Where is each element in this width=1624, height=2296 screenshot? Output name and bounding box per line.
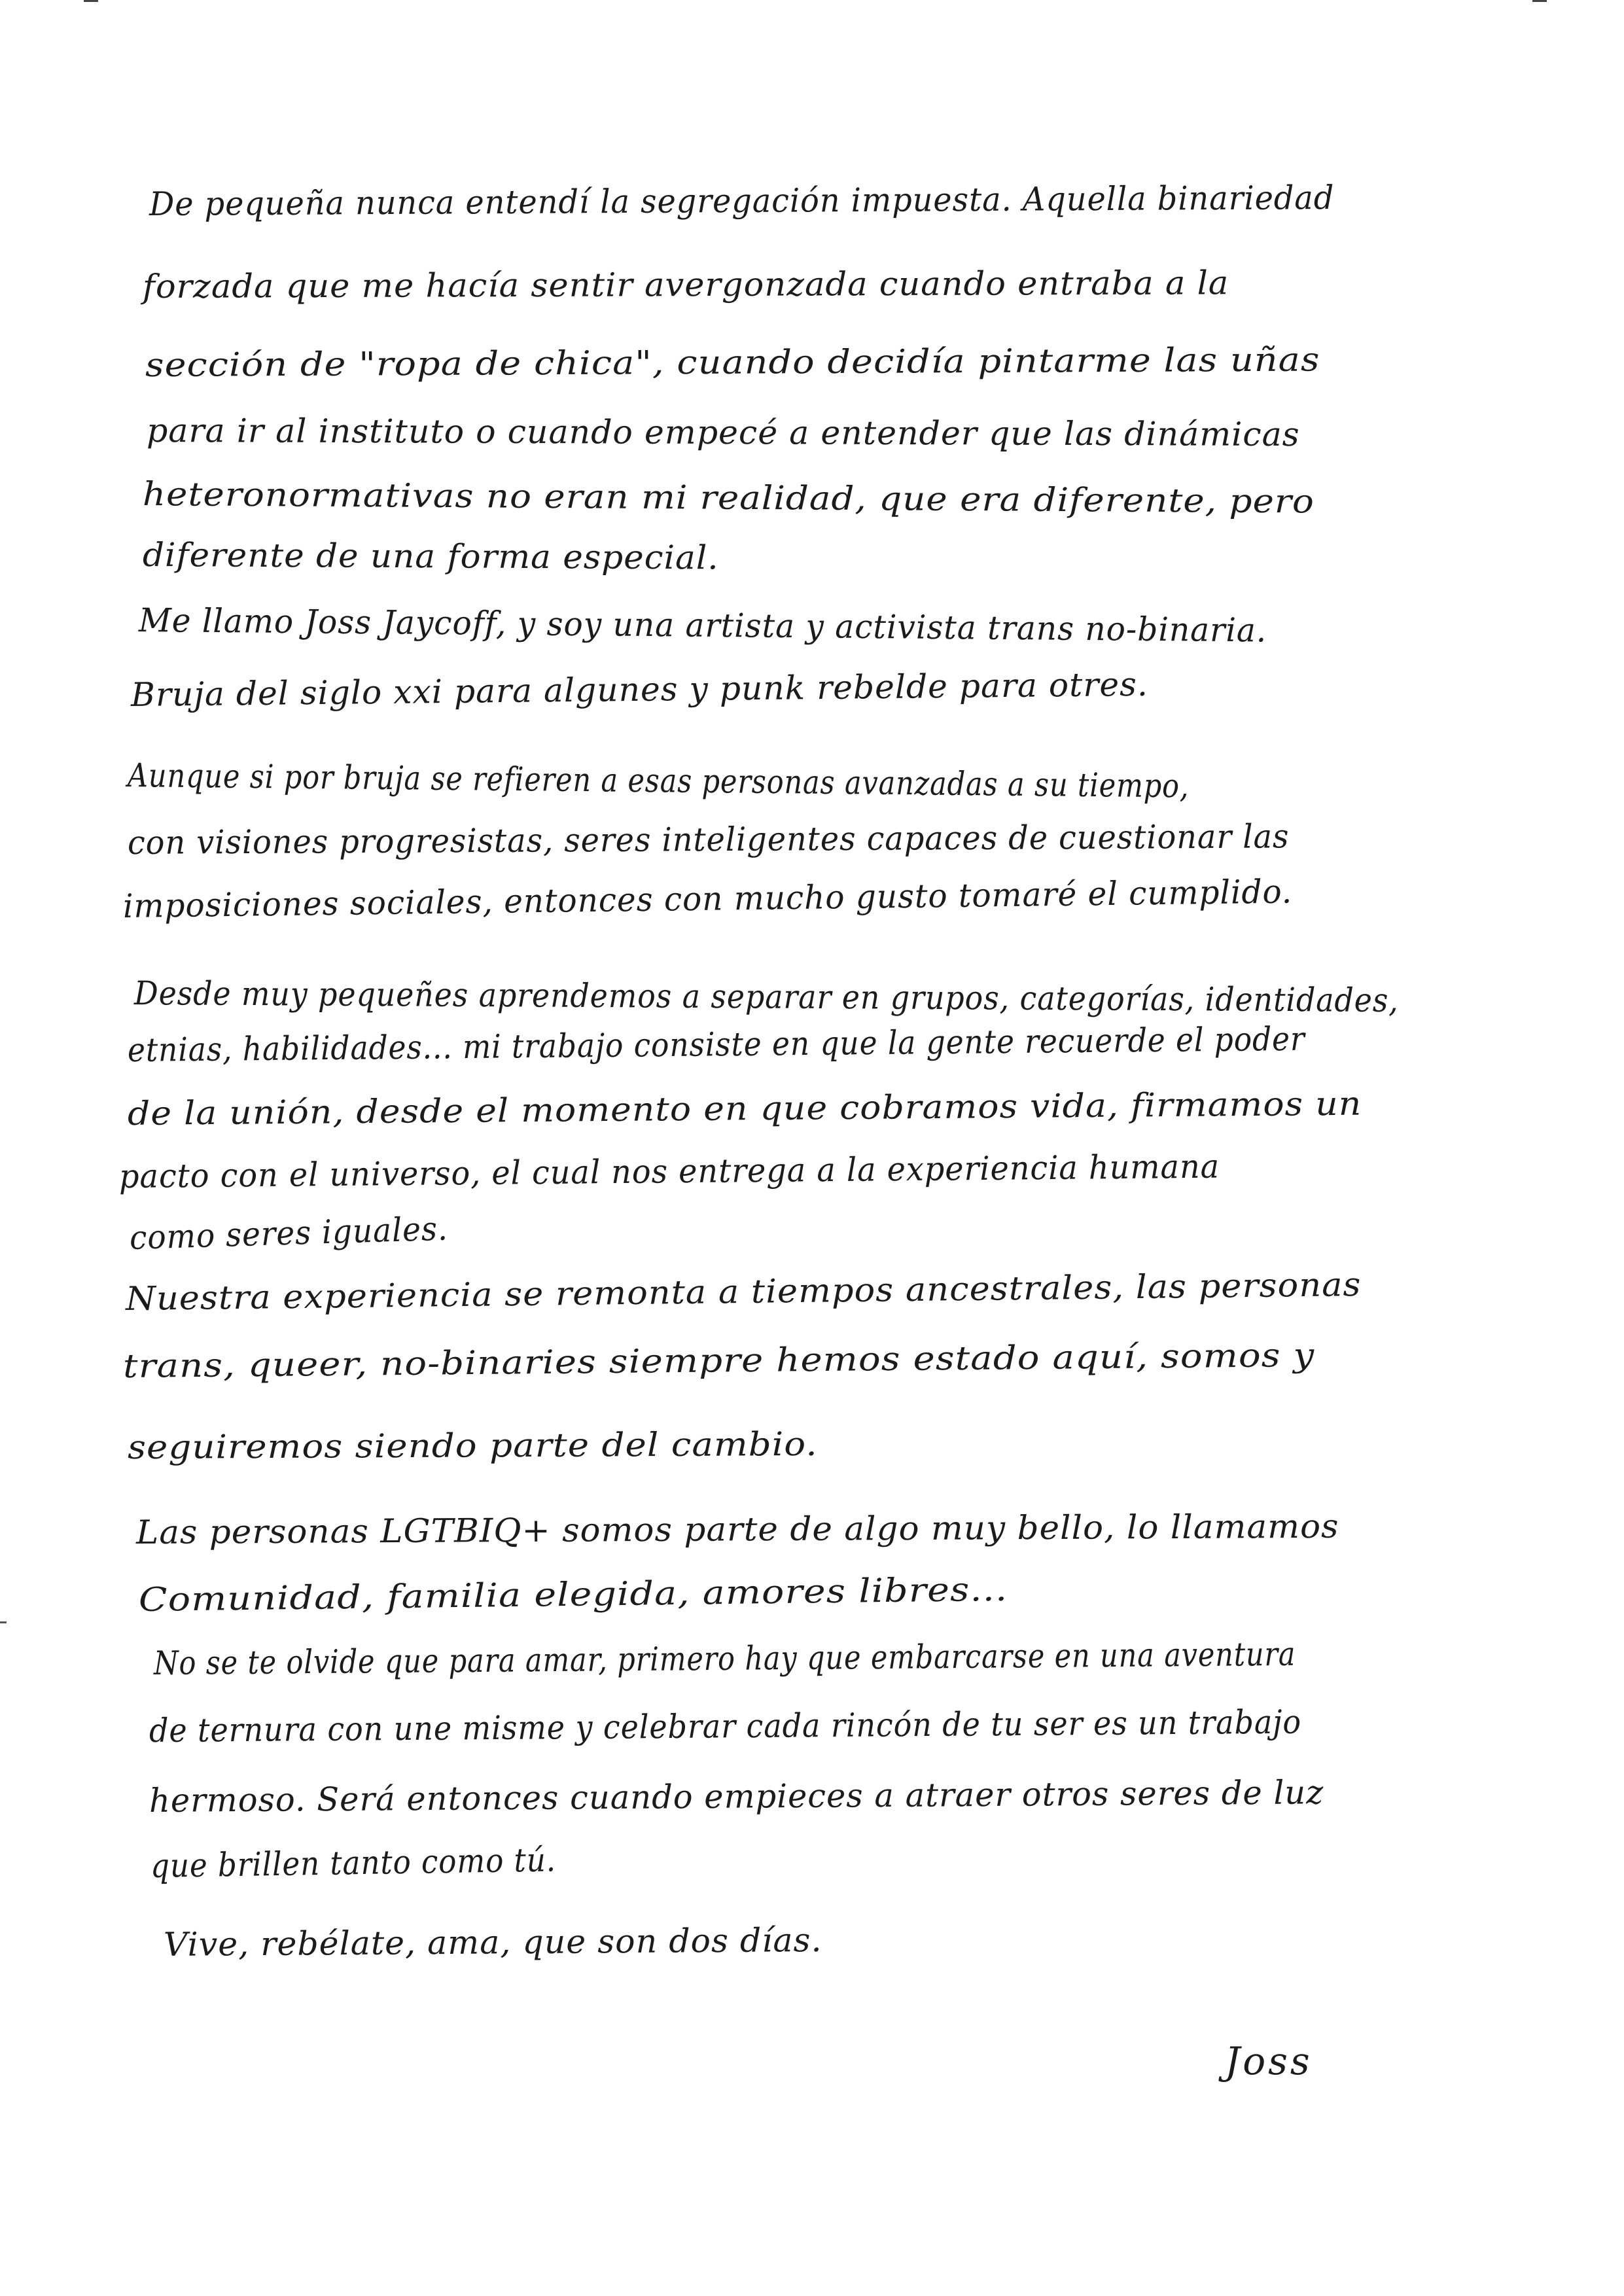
letter-line-10: con visiones progresistas, seres inteligentes capaces de cuestionar las <box>127 817 1290 862</box>
letter-line-17: Nuestra experiencia se remonta a tiempos ancestrales, las personas <box>125 1265 1362 1318</box>
letter-line-20: Las personas LGTBIQ+ somos parte de algo muy bello, lo llamamos <box>135 1507 1339 1551</box>
letter-line-2: forzada que me hacía sentir avergonzada cuando entraba a la <box>142 264 1229 306</box>
letter-line-23: de ternura con une misme y celebrar cada rincón de tu ser es un trabajo <box>149 1703 1302 1750</box>
letter-line-5: heteronormativas no eran mi realidad, que era diferente, pero <box>142 475 1315 521</box>
letter-line-3: sección de "ropa de chica", cuando decidía pintarme las uñas <box>145 340 1320 384</box>
letter-line-8: Bruja del siglo xxi para algunes y punk rebelde para otres. <box>130 665 1149 714</box>
letter-line-9: Aunque si por bruja se refieren a esas personas avanzadas a su tiempo, <box>127 756 1190 805</box>
letter-line-15: pacto con el universo, el cual nos entrega a la experiencia humana <box>118 1147 1220 1195</box>
letter-line-13: etnias, habilidades... mi trabajo consiste en que la gente recuerde el poder <box>127 1019 1305 1069</box>
letter-line-24: hermoso. Será entonces cuando empieces a atraer otros seres de luz <box>149 1773 1324 1820</box>
letter-line-7: Me llamo Joss Jaycoff, y soy una artista y activista trans no-binaria. <box>138 601 1267 650</box>
letter-line-18: trans, queer, no-binaries siempre hemos estado aquí, somos y <box>122 1335 1315 1385</box>
letter-line-12: Desde muy pequeñes aprendemos a separar en grupos, categorías, identidades, <box>133 974 1399 1020</box>
letter-line-6: diferente de una forma especial. <box>142 536 719 577</box>
letter-line-26: Vive, rebélate, ama, que son dos días. <box>163 1921 822 1964</box>
letter-line-19: seguiremos siendo parte del cambio. <box>127 1424 818 1466</box>
letter-line-16: como seres iguales. <box>129 1209 449 1257</box>
signature: Joss <box>1225 2039 1313 2083</box>
letter-line-21: Comunidad, familia elegida, amores libres... <box>138 1570 1008 1619</box>
letter-line-11: imposiciones sociales, entonces con mucho gusto tomaré el cumplido. <box>122 872 1293 925</box>
letter-line-25: que brillen tanto como tú. <box>150 1841 557 1885</box>
letter-line-4: para ir al instituto o cuando empecé a entender que las dinámicas <box>146 412 1300 454</box>
letter-line-22: No se te olvide que para amar, primero hay que embarcarse en una aventura <box>153 1634 1296 1682</box>
letter-line-14: de la unión, desde el momento en que cobramos vida, firmamos un <box>127 1084 1362 1133</box>
letter-line-1: De pequeña nunca entendí la segregación impuesta. Aquella binariedad <box>149 179 1335 223</box>
